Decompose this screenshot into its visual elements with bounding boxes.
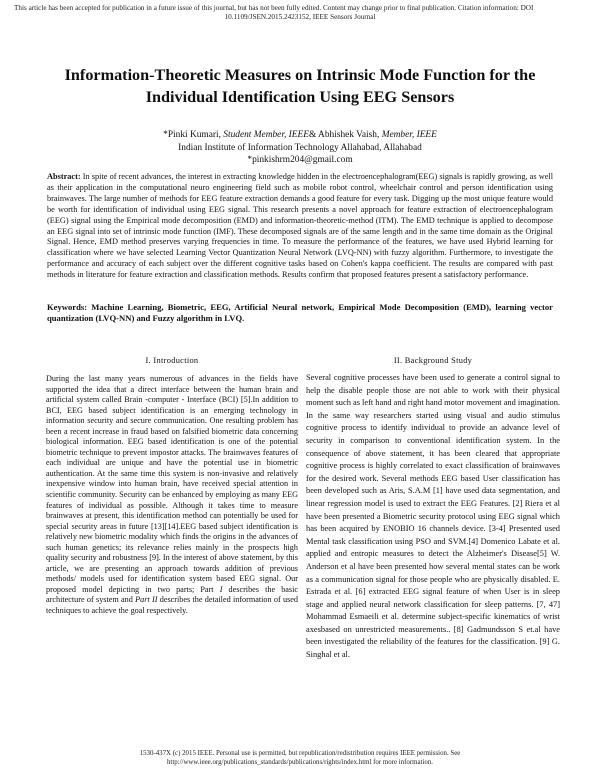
publication-notice bbox=[14, 4, 586, 22]
author-2-role: Member, IEEE bbox=[381, 130, 437, 140]
author-email: *pinkishrm204@gmail.com bbox=[247, 155, 353, 165]
intro-heading: I. Introduction bbox=[145, 356, 199, 365]
background-column bbox=[306, 372, 560, 662]
footer-line-1: 1530-437X (c) 2015 IEEE. Personal use is permitted, but republication/redistribution requires IEEE permission. See bbox=[139, 750, 461, 757]
affiliation: Indian Institute of Information Technology Allahabad, Allahabad bbox=[178, 143, 422, 153]
paper-title: Information-Theoretic Measures on Intrinsic Mode Function for the Individual Identification Using EEG Sensors bbox=[64, 66, 536, 106]
author-line bbox=[30, 129, 570, 141]
intro-column bbox=[46, 374, 298, 617]
keywords: Keywords: Machine Learning, Biometric, EEG, Artificial Neural network, Empirical Mode Decomposition (EMD), learning vector quantization (LVQ-NN) and Fuzzy algorithm in LVQ. bbox=[47, 302, 553, 323]
intro-part-1: I bbox=[219, 584, 223, 594]
author-1-role: Student Member, IEEE bbox=[223, 130, 309, 140]
intro-part-2: Part II bbox=[135, 595, 158, 605]
intro-mid: describes the basic architecture of system and bbox=[46, 584, 299, 605]
abstract-text: In spite of recent advances, the interest in extracting knowledge hidden in the electroencephalogram(EEG) signals is rapidly growing, as well as their application in the computational neuro engineering field such as mobile robot control, wheelchair control and person identification using brainwaves. The large number of methods for EEG feature extraction demands a good feature for every task. Digging up the most unique feature would be worth for identification of individual using EEG signal. This research presents a novel approach for feature extraction of electroencephalogram (EEG) signal using the Empirical mode decomposition (EMD) and information-theoretic-method (ITM). The EMD technique is applied to decompose an EEG signal into set of intrinsic mode function (IMF). These decomposed signals are of the same length and in the same time domain as the Original Signal. Hence, EMD method preserves varying frequencies in time. To measure the performance of the features, we have used Hybrid learning for classification where we have selected Learning Vector Quantization Neural Network (LVQ-NN) with fuzzy algorithm. Furthermore, to investigate the performance and accuracy of each subject over the different cognitive tasks based on Cohen's kappa coefficient. The results are compared with past methods in literature for feature extraction and classification methods. Results confirm that proposed features present a satisfactory performance. bbox=[47, 172, 553, 280]
notice-line-2: 10.1109/JSEN.2015.2423152, IEEE Sensors Journal bbox=[224, 13, 376, 21]
background-text: Several cognitive processes have been used to generate a control signal to help the disable people those are not able to work with their physical moment such as left hand and right hand motor movement and imagination. In the same way researchers started using visual and audio stimulus cognitive process to identify individual to provide an advance level of security in comparison to conventional identification system. In the consequence of above statement, it has been cleared that appropriate cognitive process is highly correlated to exact classification of brainwaves for the desired work. Several methods EEG based User classification has been developed such as Aris, S.A.M [1] have used data segmentation, and linear regression model is used to extract the EEG Features. [2] Riera et al have been presented a Biometric security protocol using EEG signal which has been acquired by ENOBIO 16 channels device. [3-4] Presented used Mental task classification using PSO and SVM.[4] Domenico Labate et al. applied and entropic measures to detect the Alzheimer's Disease[5] W. Anderson et al have been presented how several mental states can be work as a communication signal for those people who are physically disabled. E. Estrada et al. [6] extracted EEG signal feature of when User is in sleep stage and applied neural network classification for sleep patterns. [7, 47] Mohammad Esmaeili et al. determine subject-specific kinematics of wrist axesbased on unrestricted measurements.. [8] Gadmundsson S et.al have been investigated the reliability of the features for the classification. [9] G. Singhal et al. bbox=[306, 373, 560, 660]
footer-line-2: http://www.ieee.org/publications_standards/publications/rights/index.html for more information. bbox=[166, 758, 433, 766]
abstract-label: Abstract: bbox=[47, 172, 81, 181]
notice-line-1: This article has been accepted for publication in a future issue of this journal, but has not been fully edited. Content may change prior to final publication. Citation information: DOI bbox=[14, 4, 534, 12]
background-heading: II. Background Study bbox=[393, 356, 473, 365]
copyright-footer bbox=[30, 750, 570, 767]
intro-text: During the last many years numerous of advances in the fields have supported the idea that a direct interface between the human brain and artificial system called Brain -computer - Interface (BCI) [5].In addition to BCI, EEG based subject identification is an emerging technology in information security and secure communication. One resulting problem has been a recent increase in fraud based on falsified biometric data concerning biological information. EEG based identification is one of the potential biometric technique to prevent impostor attacks. The brainwaves features of each individual are unique and have the potential use in biometric authentication. At the same time this system is non-invasive and relatively inexpensive window into human brain, have received special attention in scientific community. Security can be enhanced by employing as many EEG features of individual as possible. Although it takes time to measure brainwaves at present, this identification method can potentially be used for special security areas in future [13][14].EEG based subject identification is relatively new biometric modality which finds the origins in the advances of such human genetics; its relevance relies mainly in the prospects high quality security and robustness [9]. In the interest of above statement, by this article, we are presenting an approach towards addition of previous methods/ models used for identification system based EEG signal. Our proposed model depicting in two parts; Part bbox=[46, 374, 298, 594]
author-connector: & Abhishek Vaish, bbox=[308, 130, 380, 140]
abstract bbox=[47, 172, 553, 281]
author-1: *Pinki Kumari, bbox=[163, 130, 221, 140]
intro-end: describes the detailed information of used techniques to achieve the goal respectively. bbox=[46, 595, 298, 616]
